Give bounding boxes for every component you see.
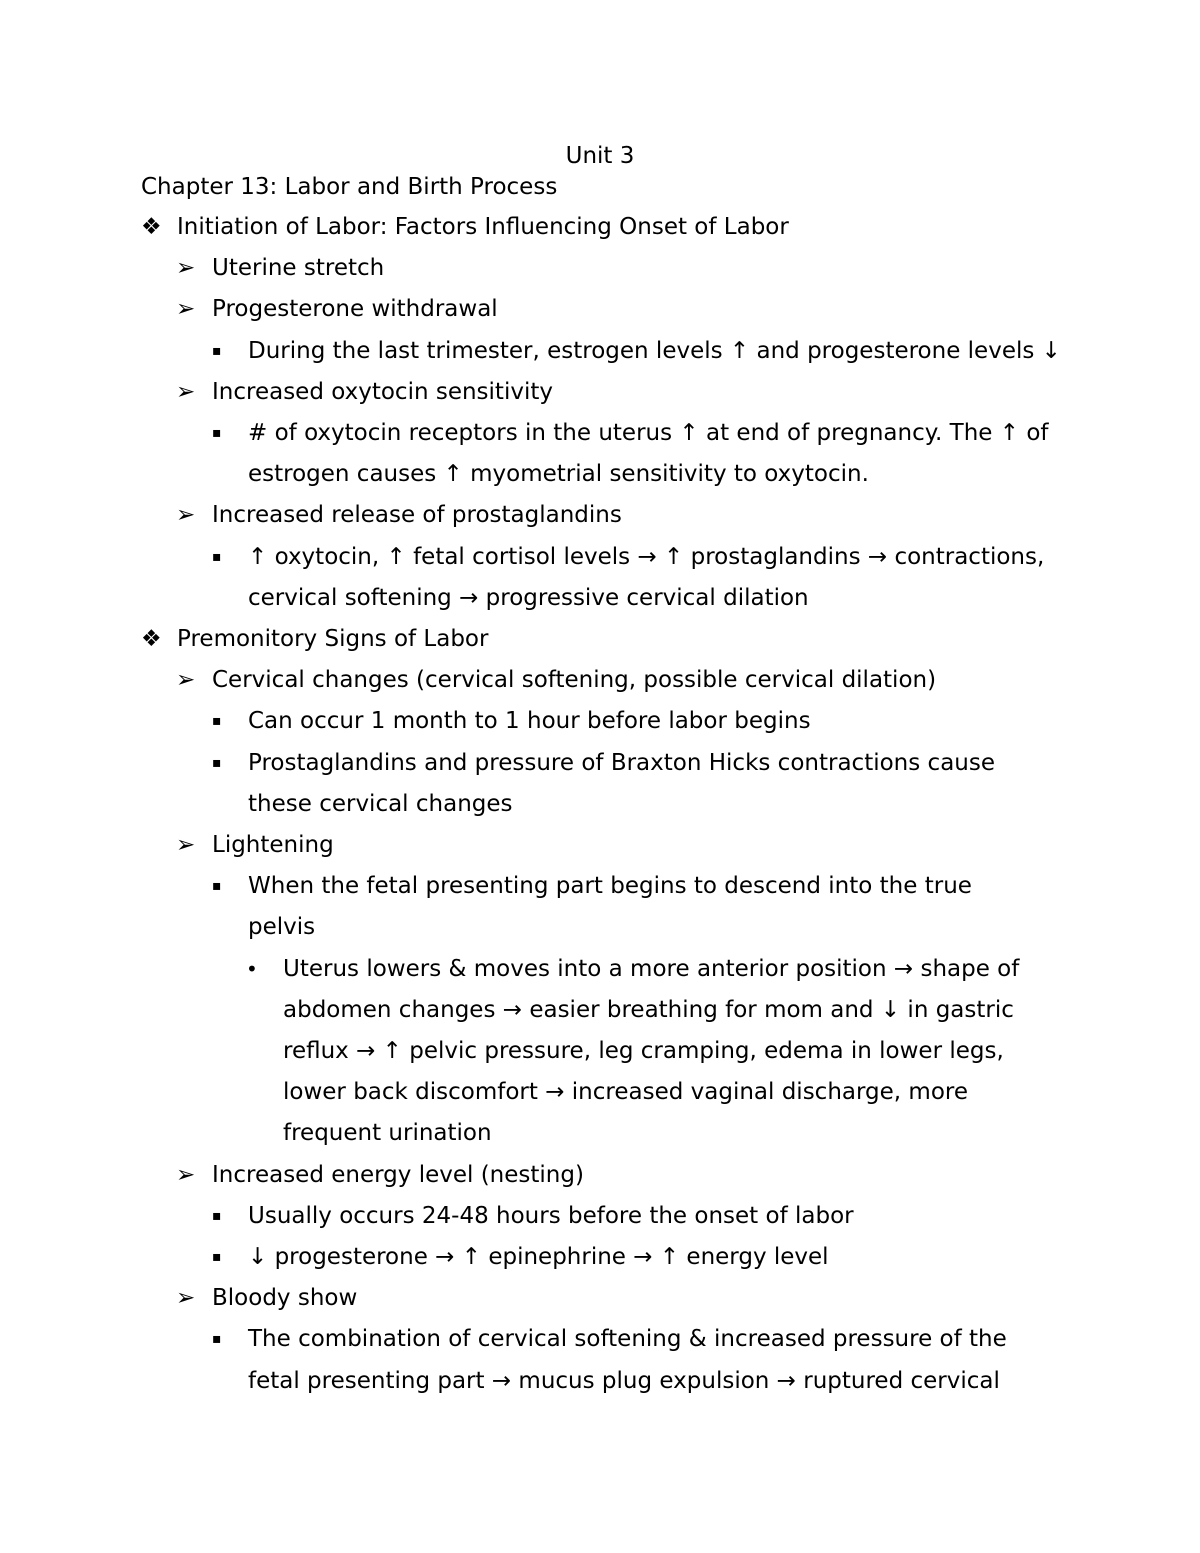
outline-text: cervical softening → progressive cervical dilation [248, 585, 809, 611]
outline-text: Uterus lowers & moves into a more anterior position → shape of [283, 956, 1020, 982]
square-bullet-icon: ▪ [212, 1208, 222, 1224]
arrow-bullet-icon: ➢ [176, 502, 196, 528]
outline-text: Can occur 1 month to 1 hour before labor begins [248, 708, 811, 734]
outline-text: Uterine stretch [212, 255, 385, 281]
arrow-bullet-icon: ➢ [176, 832, 196, 858]
section-bullet-icon: ❖ [141, 214, 162, 240]
outline-text: reflux → ↑ pelvic pressure, leg cramping, edema in lower legs, [283, 1038, 1004, 1064]
outline-text: Cervical changes (cervical softening, possible cervical dilation) [212, 667, 937, 693]
outline-text: Increased energy level (nesting) [212, 1162, 584, 1188]
square-bullet-icon: ▪ [212, 713, 222, 729]
square-bullet-icon: ▪ [212, 878, 222, 894]
outline-text: ↑ oxytocin, ↑ fetal cortisol levels → ↑ prostaglandins → contractions, [248, 544, 1045, 570]
square-bullet-icon: ▪ [212, 1331, 222, 1347]
page-title: Unit 3 [565, 143, 635, 169]
dot-bullet-icon: • [246, 957, 258, 981]
outline-text: estrogen causes ↑ myometrial sensitivity to oxytocin. [248, 461, 869, 487]
outline-text: abdomen changes → easier breathing for mom and ↓ in gastric [283, 997, 1014, 1023]
chapter-heading: Chapter 13: Labor and Birth Process [141, 174, 558, 200]
square-bullet-icon: ▪ [212, 755, 222, 771]
outline-text: Lightening [212, 832, 334, 858]
outline-text: pelvis [248, 914, 316, 940]
square-bullet-icon: ▪ [212, 343, 222, 359]
outline-text: The combination of cervical softening & increased pressure of the [248, 1326, 1007, 1352]
arrow-bullet-icon: ➢ [176, 1285, 196, 1311]
outline-text: # of oxytocin receptors in the uterus ↑ at end of pregnancy. The ↑ of [248, 420, 1049, 446]
outline-text: Initiation of Labor: Factors Influencing Onset of Labor [177, 214, 789, 240]
outline-text: Premonitory Signs of Labor [177, 626, 489, 652]
outline-text: Bloody show [212, 1285, 358, 1311]
square-bullet-icon: ▪ [212, 425, 222, 441]
outline-text: Increased oxytocin sensitivity [212, 379, 553, 405]
square-bullet-icon: ▪ [212, 549, 222, 565]
arrow-bullet-icon: ➢ [176, 1162, 196, 1188]
outline-text: these cervical changes [248, 791, 513, 817]
arrow-bullet-icon: ➢ [176, 667, 196, 693]
outline-text: lower back discomfort → increased vaginal discharge, more [283, 1079, 969, 1105]
section-bullet-icon: ❖ [141, 626, 162, 652]
outline-text: Increased release of prostaglandins [212, 502, 622, 528]
arrow-bullet-icon: ➢ [176, 379, 196, 405]
outline-text: fetal presenting part → mucus plug expulsion → ruptured cervical [248, 1368, 1000, 1394]
outline-text: Usually occurs 24-48 hours before the onset of labor [248, 1203, 854, 1229]
outline-text: frequent urination [283, 1120, 492, 1146]
arrow-bullet-icon: ➢ [176, 296, 196, 322]
outline-text: When the fetal presenting part begins to descend into the true [248, 873, 972, 899]
outline-text: Progesterone withdrawal [212, 296, 498, 322]
outline-text: During the last trimester, estrogen levels ↑ and progesterone levels ↓ [248, 338, 1061, 364]
outline-text: ↓ progesterone → ↑ epinephrine → ↑ energy level [248, 1244, 829, 1270]
square-bullet-icon: ▪ [212, 1249, 222, 1265]
outline-text: Prostaglandins and pressure of Braxton Hicks contractions cause [248, 750, 995, 776]
arrow-bullet-icon: ➢ [176, 255, 196, 281]
